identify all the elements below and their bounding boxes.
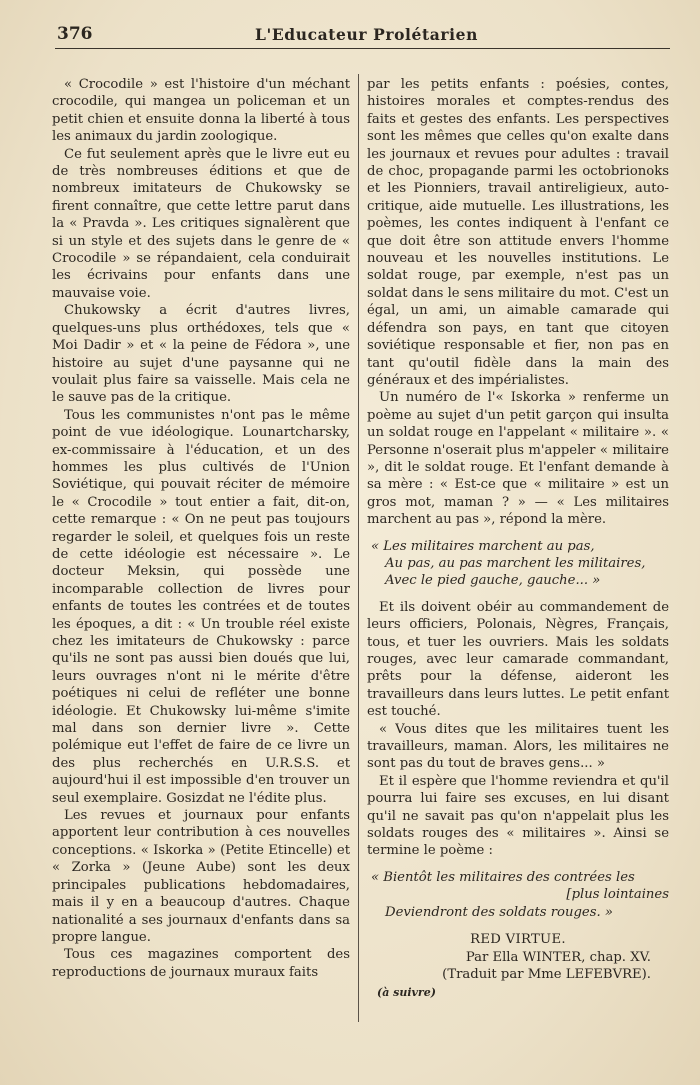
paragraph: Et ils doivent obéir au commandement de leurs officiers, Polonais, Nègres, Français, tous, et tuer les ouvriers. Mais les soldats rouges, avec leur camarade commandant, prêts pour la défense, aideront les travailleurs dans leurs luttes. Le petit enfant est touché. (367, 599, 669, 720)
left-column (52, 76, 350, 981)
paragraph: par les petits enfants : poésies, contes, histoires morales et comptes-rendus des faits et gestes des enfants. Les perspectives sont les mêmes que celles qu'on exalte dans les journaux et revues pour adultes : travail de choc, propagande parmi les octobrionoks et les Pionniers, travail antireligieux, auto-critique, aide mutuelle. Les illustrations, les poèmes, les contes indiquent à l'enfant ce que doit être son attitude envers l'homme nouveau et les nouvelles institutions. Le soldat rouge, par exemple, n'est pas un soldat dans le sens militaire du mot. C'est un égal, un ami, un aimable camarade qui défendra son pays, en tant que citoyen soviétique responsable et fier, non pas en tant qu'outil fidèle dans la main des généraux et des impérialistes. (367, 77, 669, 388)
poem-line: Avec le pied gauche, gauche... » (385, 573, 601, 589)
signature-block (367, 931, 669, 1002)
paragraph: « Crocodile » est l'histoire d'un méchant crocodile, qui mangea un policeman et un petit chien et ensuite donna la liberté à tous les animaux du jardin zoologique. (52, 77, 350, 145)
running-title: L'Educateur Prolétarien (255, 25, 478, 44)
source-title: RED VIRTUE. (470, 932, 566, 948)
paragraph: Et il espère que l'homme reviendra et qu'il pourra lui faire ses excuses, en lui disant qu'il ne savait pas qu'on n'appelait plus les soldats rouges des « militaires ». Ainsi se termine le poème : (367, 773, 669, 859)
paragraph: Chukowsky a écrit d'autres livres, quelques-uns plus orthédoxes, tels que « Moi Dadir » et « la peine de Fédora », une histoire au sujet d'une paysanne qui ne voulait plus faire sa vaisselle. Mais cela ne le sauve pas de la critique. (52, 303, 350, 406)
paragraph: Tous ces magazines comportent des reproductions de journaux muraux faits (52, 947, 350, 980)
poem-line: Au pas, au pas marchent les militaires, (385, 555, 646, 571)
paragraph: Les revues et journaux pour enfants apportent leur contribution à ces nouvelles conceptions. « Iskorka » (Petite Etincelle) et « Zorka » (Jeune Aube) sont les deux principales publications hebdomadaires, mais il y en a beaucoup d'autres. Chaque nationalité a ses journaux d'enfants dans sa propre langue. (52, 808, 350, 945)
translator-credit: (Traduit par Mme LEFEBVRE). (442, 966, 651, 982)
closing-poem (371, 869, 669, 921)
paragraph: Tous les communistes n'ont pas le même point de vue idéologique. Lounartcharsky, ex-commissaire à l'éducation, et un des hommes les plus cultivés de l'Union Soviétique, qui pouvait réciter de mémoire le « Crocodile » tout entier a fait, dit-on, cette remarque : « On ne peut pas toujours regarder le soleil, et quelques fois un reste de cette idéologie est nécessaire ». Le docteur Meksin, qui possède une incomparable collection de livres pour enfants de toutes les contrées et de toutes les époques, a dit : « Un trouble réel existe chez les imitateurs de Chukowsky : parce qu'ils ne sont pas aussi bien doués que lui, leurs ouvrages n'ont ni le mérite d'être poétiques ni celui de refléter une bonne idéologie. Et Chukowsky lui-même s'imite mal dans son dernier livre ». Cette polémique eut l'effet de faire de ce livre un des plus recherchés en U.R.S.S. et aujourd'hui il est impossible d'en trouver un seul exemplaire. Gosizdat ne l'édite plus. (52, 407, 350, 806)
continued-note: (à suivre) (377, 986, 436, 1000)
poem-line: « Bientôt les militaires des contrées les (371, 869, 635, 885)
page-header (55, 22, 670, 49)
poem-line: [plus lointaines (566, 887, 669, 903)
column-divider (358, 74, 359, 1022)
poem-line: Deviendront des soldats rouges. » (385, 904, 613, 920)
poem-line: « Les militaires marchent au pas, (371, 538, 595, 554)
source-author: Par Ella WINTER, chap. XV. (465, 949, 651, 965)
paragraph: Un numéro de l'« Iskorka » renferme un poème au sujet d'un petit garçon qui insulta un soldat rouge en l'appelant « militaire ». « Personne n'oserait plus m'appeler « militaire », dit le soldat rouge. Et l'enfant demande à sa mère : « Est-ce que « militaire » est un gros mot, maman ? » — « Les militaires marchent au pas », répond la mère. (367, 390, 669, 528)
paragraph: Ce fut seulement après que le livre eut eu de très nombreuses éditions et que de nombreux imitateurs de Chukowsky se firent connaître, que cette lettre parut dans la « Pravda ». Les critiques signalèrent que si un style et des sujets dans le genre de « Crocodile » se répandaient, cela conduirait les écrivains pour enfants dans une mauvaise voie. (52, 146, 350, 301)
poem-quote (371, 538, 669, 590)
paragraph: « Vous dites que les militaires tuent les travailleurs, maman. Alors, les militaires ne sont pas du tout de braves gens... » (367, 721, 669, 772)
right-column (367, 76, 669, 1002)
page-number: 376 (57, 24, 93, 44)
